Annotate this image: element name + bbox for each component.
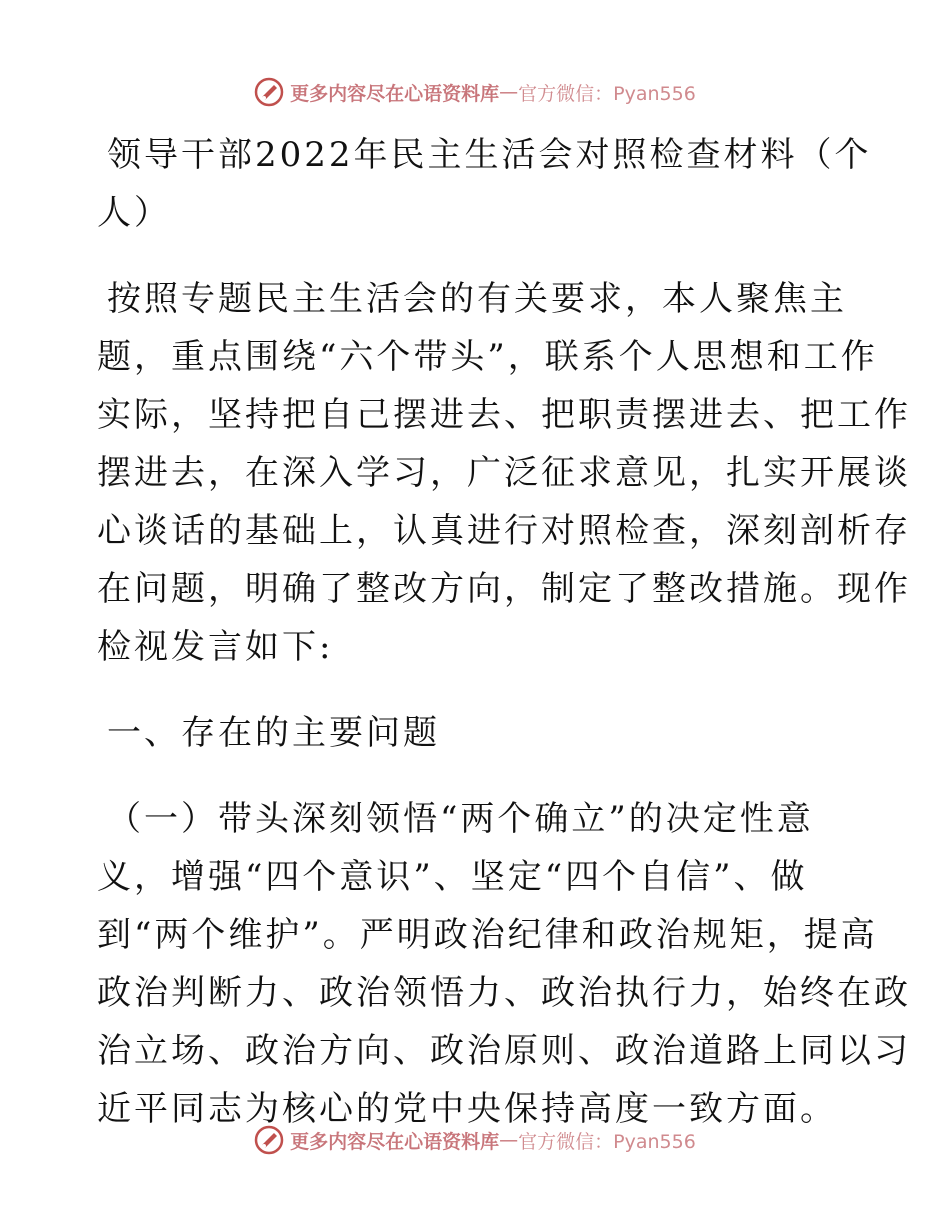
section-heading: 一、存在的主要问题 (107, 713, 440, 753)
intro-line-2: 题，重点围绕“六个带头”，联系个人思想和工作 (97, 337, 878, 377)
logo-icon (254, 77, 284, 107)
subsection-line-4: 政治判断力、政治领悟力、政治执行力，始终在政 (97, 973, 911, 1013)
document-title-line-1: 领导干部2022年民主生活会对照检查材料（个 (107, 135, 872, 175)
watermark-separator: — (499, 1129, 519, 1151)
watermark-separator: — (499, 81, 519, 103)
subsection-line-3: 到“两个维护”。严明政治纪律和政治规矩，提高 (97, 915, 878, 955)
intro-line-3: 实际，坚持把自己摆进去、把职责摆进去、把工作 (97, 395, 911, 435)
watermark-wechat-text: 官方微信：Pyan556 (518, 82, 696, 105)
intro-line-1: 按照专题民主生活会的有关要求，本人聚焦主 (107, 279, 847, 319)
intro-line-7: 检视发言如下: (97, 627, 334, 667)
document-title-line-2: 人） (97, 193, 171, 233)
subsection-line-5: 治立场、政治方向、政治原则、政治道路上同以习 (97, 1031, 911, 1071)
subsection-line-6: 近平同志为核心的党中央保持高度一致方面。 (97, 1089, 837, 1129)
watermark-wechat-text: 官方微信：Pyan556 (518, 1130, 696, 1153)
header-watermark (0, 72, 950, 112)
logo-icon (254, 1125, 284, 1155)
intro-line-5: 心谈话的基础上，认真进行对照检查，深刻剖析存 (97, 511, 911, 551)
intro-line-6: 在问题，明确了整改方向，制定了整改措施。现作 (97, 569, 911, 609)
subsection-line-2: 义，增强“四个意识”、坚定“四个自信”、做 (97, 857, 808, 897)
intro-line-4: 摆进去，在深入学习，广泛征求意见，扎实开展谈 (97, 453, 911, 493)
watermark-main-text: 更多内容尽在心语资料库 (290, 1130, 500, 1153)
watermark-main-text: 更多内容尽在心语资料库 (290, 82, 500, 105)
subsection-line-1: （一）带头深刻领悟“两个确立”的决定性意 (107, 799, 814, 839)
document-body (97, 126, 911, 1138)
footer-watermark (0, 1120, 950, 1160)
